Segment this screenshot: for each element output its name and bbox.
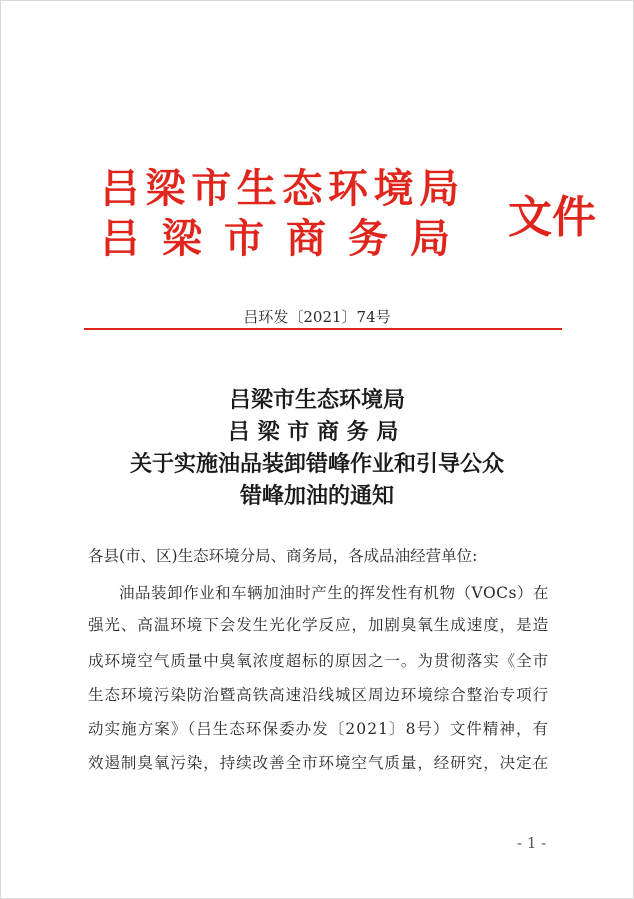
- document-number: 吕环发〔2021〕74号: [243, 308, 391, 326]
- body-line-3: 成环境空气质量中臭氧浓度超标的原因之一。为贯彻落实《全市: [88, 652, 550, 670]
- body-line-1: 油品装卸作业和车辆加油时产生的挥发性有机物（VOCs）在: [119, 584, 550, 602]
- title-line-2: 吕梁市商务局: [227, 419, 407, 445]
- body-line-2: 强光、高温环境下会发生光化学反应，加剧臭氧生成速度，是造: [88, 616, 550, 634]
- document-word: 文件: [508, 192, 596, 243]
- red-divider-rule: [84, 328, 562, 330]
- issuer-name-commerce-bureau: 吕梁市商务局: [100, 216, 472, 262]
- title-line-1: 吕梁市生态环境局: [228, 387, 405, 413]
- body-line-4: 生态环境污染防治暨高铁高速沿线城区周边环境综合整治专项行: [88, 686, 550, 704]
- title-line-4: 错峰加油的通知: [239, 483, 394, 509]
- issuer-name-ecology-bureau: 吕梁市生态环境局: [100, 166, 465, 212]
- recipient-line: 各县(市、区)生态环境分局、商务局，各成品油经营单位:: [88, 547, 478, 565]
- body-line-5: 动实施方案》（吕生态环保委办发〔2021〕8号）文件精神，有: [88, 720, 550, 738]
- body-line-6: 效遏制臭氧污染，持续改善全市环境空气质量，经研究，决定在: [88, 754, 550, 772]
- title-line-3: 关于实施油品装卸错峰作业和引导公众: [129, 451, 504, 477]
- page-number: - 1 -: [517, 834, 547, 852]
